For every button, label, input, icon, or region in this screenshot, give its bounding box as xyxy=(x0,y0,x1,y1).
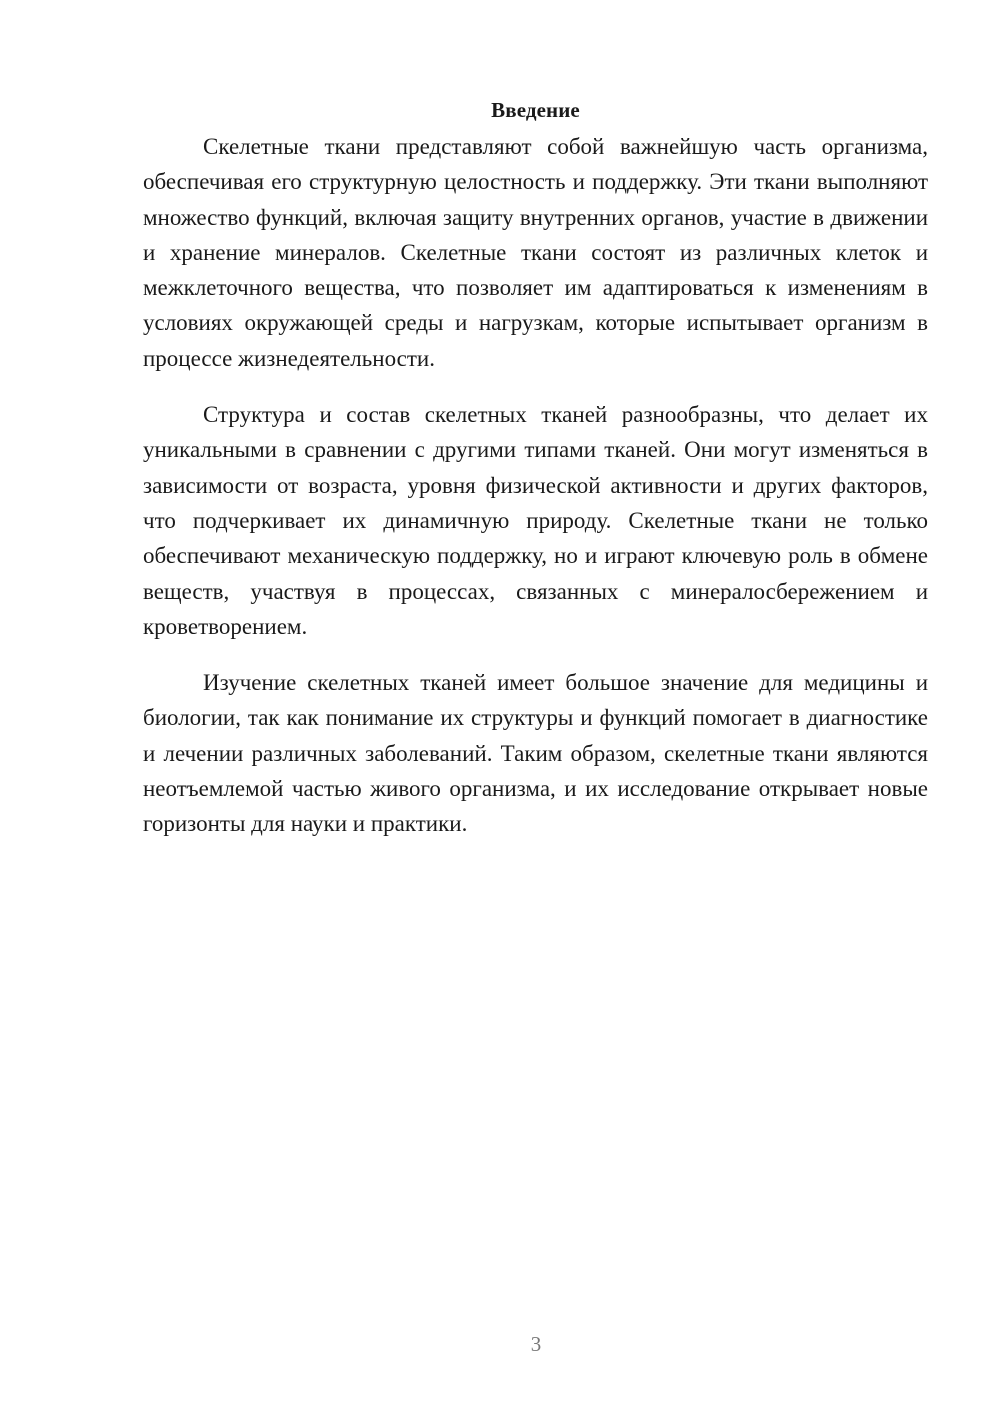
section-heading: Введение xyxy=(491,98,580,122)
page-body xyxy=(143,95,928,863)
page-number: 3 xyxy=(530,1332,542,1356)
paragraph-3: Изучение скелетных тканей имеет большое значение для медицины и биологии, так как понимание их структуры и функций помогает в диагностике и лечении различных заболеваний. Таким образом, скелетные ткани являются неотъемлемой частью живого организма, и их исследование открывает новые горизонты для науки и практики. xyxy=(143,670,928,837)
paragraph-1: Скелетные ткани представляют собой важнейшую часть организма, обеспечивая его структурную целостность и поддержку. Эти ткани выполняют множество функций, включая защиту внутренних органов, участие в движении и хранение минералов. Скелетные ткани состоят из различных клеток и межклеточного вещества, что позволяет им адаптироваться к изменениям в условиях окружающей среды и нагрузкам, которые испытывает организм в процессе жизнедеятельности. xyxy=(143,134,928,371)
paragraph-2: Структура и состав скелетных тканей разнообразны, что делает их уникальными в сравнении с другими типами тканей. Они могут изменяться в зависимости от возраста, уровня физической активности и других факторов, что подчеркивает их динамичную природу. Скелетные ткани не только обеспечивают механическую поддержку, но и играют ключевую роль в обмене веществ, участвуя в процессах, связанных с минералосбережением и кроветворением. xyxy=(143,402,928,639)
